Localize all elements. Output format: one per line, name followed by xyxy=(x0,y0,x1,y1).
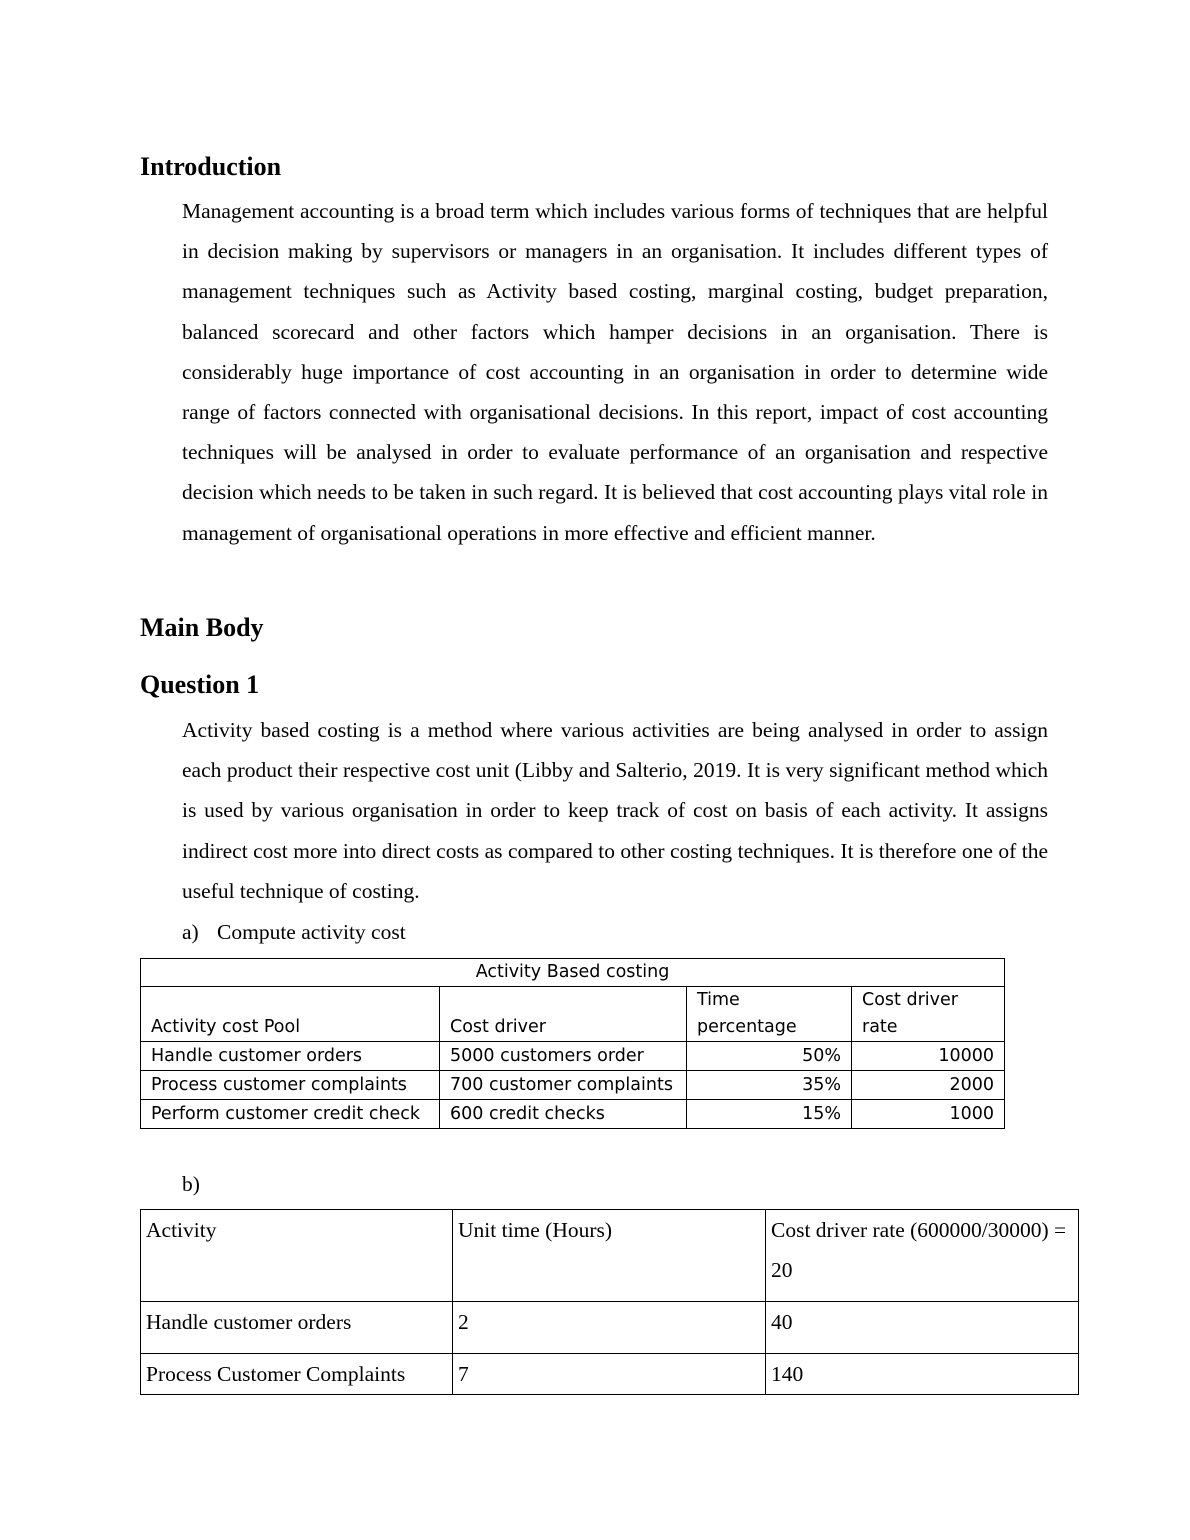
introduction-paragraph: Management accounting is a broad term which includes various forms of techniques that are helpful in decision making by supervisors or managers in an organisation. It includes different types of management techniques such as Activity based costing, marginal costing, budget preparation, balanced scorecard and other factors which hamper decisions in an organisation. There is considerably huge importance of cost accounting in an organisation in order to determine wide range of factors connected with organisational decisions. In this report, impact of cost accounting techniques will be analysed in order to evaluate performance of an organisation and respective decision which needs to be taken in such regard. It is believed that cost accounting plays vital role in management of organisational operations in more effective and efficient manner. xyxy=(182,199,1048,545)
table-row xyxy=(141,1071,1005,1100)
table-cell: 700 customer complaints xyxy=(440,1071,687,1100)
question-1-heading: Question 1 xyxy=(140,670,260,699)
table-cell: Perform customer credit check xyxy=(141,1100,440,1129)
column-header xyxy=(687,987,852,1042)
table-cell: 140 xyxy=(766,1354,1079,1395)
table-cell: 1000 xyxy=(852,1100,1005,1129)
table-cell: 15% xyxy=(687,1100,852,1129)
table-row xyxy=(141,1042,1005,1071)
table-cell: 600 credit checks xyxy=(440,1100,687,1129)
table-cell: Process Customer Complaints xyxy=(141,1354,453,1395)
table-cell: 10000 xyxy=(852,1042,1005,1071)
column-header: Activity xyxy=(141,1210,453,1302)
table-cell: 2 xyxy=(453,1302,766,1354)
table-title: Activity Based costing xyxy=(141,959,1005,987)
table-row xyxy=(141,1354,1079,1395)
introduction-heading: Introduction xyxy=(140,152,282,181)
table-cell: 35% xyxy=(687,1071,852,1100)
list-item-a xyxy=(182,913,406,951)
table-cell: Process customer complaints xyxy=(141,1071,440,1100)
table-cell: 7 xyxy=(453,1354,766,1395)
activity-based-costing-table xyxy=(140,958,1005,1129)
table-header-row xyxy=(141,1210,1079,1302)
list-item-b-label: b) xyxy=(182,1172,200,1196)
table-row xyxy=(141,1302,1079,1354)
table-cell: Handle customer orders xyxy=(141,1302,453,1354)
column-header: Cost driver rate (600000/30000) = 20 xyxy=(766,1210,1079,1302)
table-cell: Handle customer orders xyxy=(141,1042,440,1071)
column-header-text: Time percentage xyxy=(697,990,797,1037)
column-header: Unit time (Hours) xyxy=(453,1210,766,1302)
column-header-text: Cost driver rate xyxy=(862,990,958,1037)
table-cell: 2000 xyxy=(852,1071,1005,1100)
table-cell: 50% xyxy=(687,1042,852,1071)
unit-time-table xyxy=(140,1209,1079,1395)
column-header xyxy=(852,987,1005,1042)
question-1-paragraph: Activity based costing is a method where various activities are being analysed in order to assign each product their respective cost unit (Libby and Salterio, 2019. It is very significant method which is used by various organisation in order to keep track of cost on basis of each activity. It assigns indirect cost more into direct costs as compared to other costing techniques. It is therefore one of the useful technique of costing. xyxy=(182,718,1048,903)
list-item-a-label: a) xyxy=(182,920,199,944)
table-row xyxy=(141,1100,1005,1129)
list-item-a-text: Compute activity cost xyxy=(217,920,406,944)
main-body-heading: Main Body xyxy=(140,613,264,642)
table-cell: 40 xyxy=(766,1302,1079,1354)
table-cell: 5000 customers order xyxy=(440,1042,687,1071)
column-header: Activity cost Pool xyxy=(141,987,440,1042)
column-header: Cost driver xyxy=(440,987,687,1042)
